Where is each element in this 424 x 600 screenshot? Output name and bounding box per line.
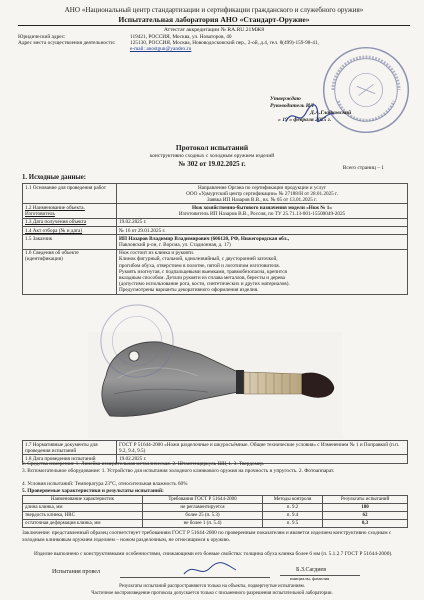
req-key: Адрес места осуществления деятельности: bbox=[18, 39, 116, 46]
table-row bbox=[23, 249, 408, 294]
cell: более 25 (п. 5.3) bbox=[143, 511, 263, 519]
col-header: Требования ГОСТ Р 51644-2000 bbox=[143, 496, 263, 504]
cell: длина клинка, мм bbox=[23, 503, 143, 511]
approval-name: Д.А.Гладковский bbox=[310, 110, 352, 116]
row-key: 1.6 Сведения об объекте (идентификация) bbox=[23, 249, 117, 294]
cell: не регламентируется bbox=[143, 503, 263, 511]
req-key bbox=[18, 46, 130, 52]
row-value: 19.02.2025 г. bbox=[117, 455, 408, 463]
value-line: Рукоять изогнутая, с подпальцевыми выемками, травмобезопасна, крепится bbox=[119, 268, 287, 275]
results-table bbox=[22, 495, 408, 528]
req-value: 119421, РОССИЯ, Москва, ул. Новаторов, 40 bbox=[130, 33, 232, 40]
conclusion: Заключение: представленный образец соответствует требованиям ГОСТ Р 51644-2000 по проверенным показателям и является изделием конструктивно сходным с холодным клинковым оружием изделием – ножом разделочным, не относящимся к оружию. bbox=[22, 530, 392, 543]
req-key: Юридический адрес: bbox=[18, 33, 66, 40]
value-line: Заявка ИП Назаров В.В., вх. № 05 от 13.01.2025 г. bbox=[207, 196, 317, 203]
req-value: 125130, РОССИЯ, Москва, Нововодосковский пер., 2-ой, д.4, тел. 8(499)-159-98-41, bbox=[130, 39, 319, 46]
auxiliary-equipment: 3. Вспомогательное оборудование: 1. Устройство для испытания холодного клинкового оружия на прочность и упругость. 2. Фотоаппарат. bbox=[22, 468, 335, 474]
value-line: Направление Органа по сертификации продукции и услуг bbox=[197, 184, 327, 191]
cell: 180 bbox=[323, 503, 408, 511]
cell: твердость клинка, HRC bbox=[23, 511, 143, 519]
table-row bbox=[23, 503, 408, 511]
table-row bbox=[23, 519, 408, 527]
row-key: 1.2 Наименование объекта. Изготовитель bbox=[23, 204, 117, 218]
cell: п. 9.5 bbox=[263, 519, 323, 527]
row-value bbox=[117, 204, 408, 218]
approval-word: Утверждаю bbox=[270, 96, 301, 102]
row-value: 19.02.2025 г. bbox=[117, 218, 408, 226]
table-row bbox=[23, 218, 408, 226]
value-line: Нож хозяйственно-бытового назначения модели «Нож № 1» bbox=[192, 205, 332, 212]
name-caption: инициалы, фамилия bbox=[290, 576, 330, 581]
section-heading: 1. Исходные данные: bbox=[22, 174, 86, 181]
value-line: Павловский р-он, г. Ворсма, ул. Стадионная, д. 17) bbox=[119, 242, 231, 249]
value-line: прогибом обуха, отверстием в полотне, пятой и логотипом изготовителя. bbox=[119, 262, 280, 269]
footer-note-1: Результаты испытаний распространяются только на объекты, подвергнутые испытаниям. bbox=[119, 584, 305, 589]
row-value: № 16 от 29.01.2025 г. bbox=[117, 227, 408, 235]
row-key: 1.4 Акт отбора (№ и дата) bbox=[23, 227, 117, 235]
protocol-subtitle: конструктивно сходных с холодным оружием изделий bbox=[149, 153, 275, 159]
value-line: вкладным способом. Детали рукояти из сплава металлов, бересты и дерева bbox=[119, 274, 285, 281]
accreditation: Аттестат аккредитации № RA.RU.21МЖ8 bbox=[163, 26, 265, 33]
value-line: Предусмотрены варианты декоративного оформления изделия. bbox=[119, 286, 259, 293]
row-key: 1.8 Дата проведения испытаний bbox=[23, 455, 117, 463]
table-row bbox=[23, 235, 408, 249]
cell: п. 9.4 bbox=[263, 511, 323, 519]
approval-signature bbox=[282, 103, 338, 129]
org-name: АНО «Национальный центр стандартизации и сертификации гражданского и служебного оружия» bbox=[64, 6, 364, 14]
footer-note-2: Частичное воспроизведение протокола допускается только с письменного разрешения испытательной лаборатории. bbox=[91, 591, 333, 596]
lab-name: Испытательная лаборатория АНО «Стандарт-Оружие» bbox=[118, 14, 310, 24]
signature-line bbox=[120, 577, 270, 578]
approval-position: Руководитель ИЛ bbox=[270, 103, 314, 109]
row-value bbox=[117, 249, 408, 294]
cell: не более 1 (п. 5.4) bbox=[143, 519, 263, 527]
header-divider bbox=[18, 25, 410, 26]
cell: п. 9.2 bbox=[263, 503, 323, 511]
approval-date: « 19 » февраля 2025 г. bbox=[278, 117, 332, 123]
table-row bbox=[23, 184, 408, 204]
email-link[interactable]: e-mail: anostgun@yandex.ru bbox=[130, 46, 192, 53]
value-line: (допустимо использование рога, кости, синтетических и других материалов). bbox=[119, 280, 290, 287]
row-key: 1.7 Нормативные документы для проведения испытаний bbox=[23, 441, 117, 455]
cell: 62 bbox=[323, 511, 408, 519]
page-count: Всего страниц – 1 bbox=[342, 165, 384, 171]
table-row bbox=[23, 441, 408, 455]
protocol-title: Протокол испытаний bbox=[175, 143, 249, 152]
source-data-table bbox=[22, 183, 408, 295]
results-heading: 5. Проверяемые характеристики и результаты испытаний: bbox=[22, 488, 164, 494]
value-line: Изготовитель ИП Назаров В.В., Россия, по ТУ 25.71.13-001-15500049-2025 bbox=[178, 211, 346, 218]
value-line: Клинок фигурный, стальной, однолезвийный, с двусторонней заточкой, bbox=[119, 256, 278, 263]
round-stamp bbox=[96, 300, 178, 382]
measuring-instruments: 2. Средства измерения: 1. Линейка измерительная металлическая. 2. Штангенциркуль ШЦ-1. 3. Твердомер. bbox=[22, 461, 265, 467]
value-line: Нож состоит из клинка и рукояти. bbox=[119, 250, 195, 257]
row-value bbox=[117, 184, 408, 204]
table-row bbox=[23, 511, 408, 519]
protocol-number: № 302 от 19.02.2025 г. bbox=[178, 160, 246, 168]
col-header: Методы контроля bbox=[263, 496, 323, 504]
table-row bbox=[23, 227, 408, 235]
design-note: Изделие выполнено с конструктивными особенностями, снижающими его боевые свойства: толщина обуха клинка более 6 мм (п. 5.1.2.7 ГОСТ Р 51644-2000). bbox=[34, 551, 393, 557]
table-row bbox=[23, 204, 408, 218]
tested-by-label: Испытания провел bbox=[52, 569, 100, 575]
cell: 0,3 bbox=[323, 519, 408, 527]
row-key: 1.1 Основание для проведения работ bbox=[23, 184, 117, 204]
value-line: ООО «Удмуртский центр сертификации» № 27188/Н от 28.01.2025 г. bbox=[186, 190, 338, 197]
col-header: Результаты испытаний bbox=[323, 496, 408, 504]
row-key: 1.5 Заказчик bbox=[23, 235, 117, 249]
row-key: 1.3 Дата получения объекта bbox=[23, 218, 117, 226]
row-value bbox=[117, 235, 408, 249]
row-value: ГОСТ Р 51644-2000 «Ножи разделочные и шкуросъёмные. Общие технические условия» с Изменением № 1 и Поправкой (п.п. 9.2, 9.4, 9.5) bbox=[117, 441, 408, 455]
test-conditions: 4. Условия испытаний: Температура 23°С, относительная влажность 60% bbox=[22, 481, 188, 487]
table-header-row bbox=[23, 496, 408, 504]
col-header: Наименование характеристик bbox=[23, 496, 143, 504]
value-line: ИП Назаров Владимир Владимирович (606120, РФ, Нижегородская обл., bbox=[119, 236, 290, 242]
cell: остаточная деформация клинка, мм bbox=[23, 519, 143, 527]
tester-name: Б.З.Сагдиев bbox=[296, 567, 327, 573]
